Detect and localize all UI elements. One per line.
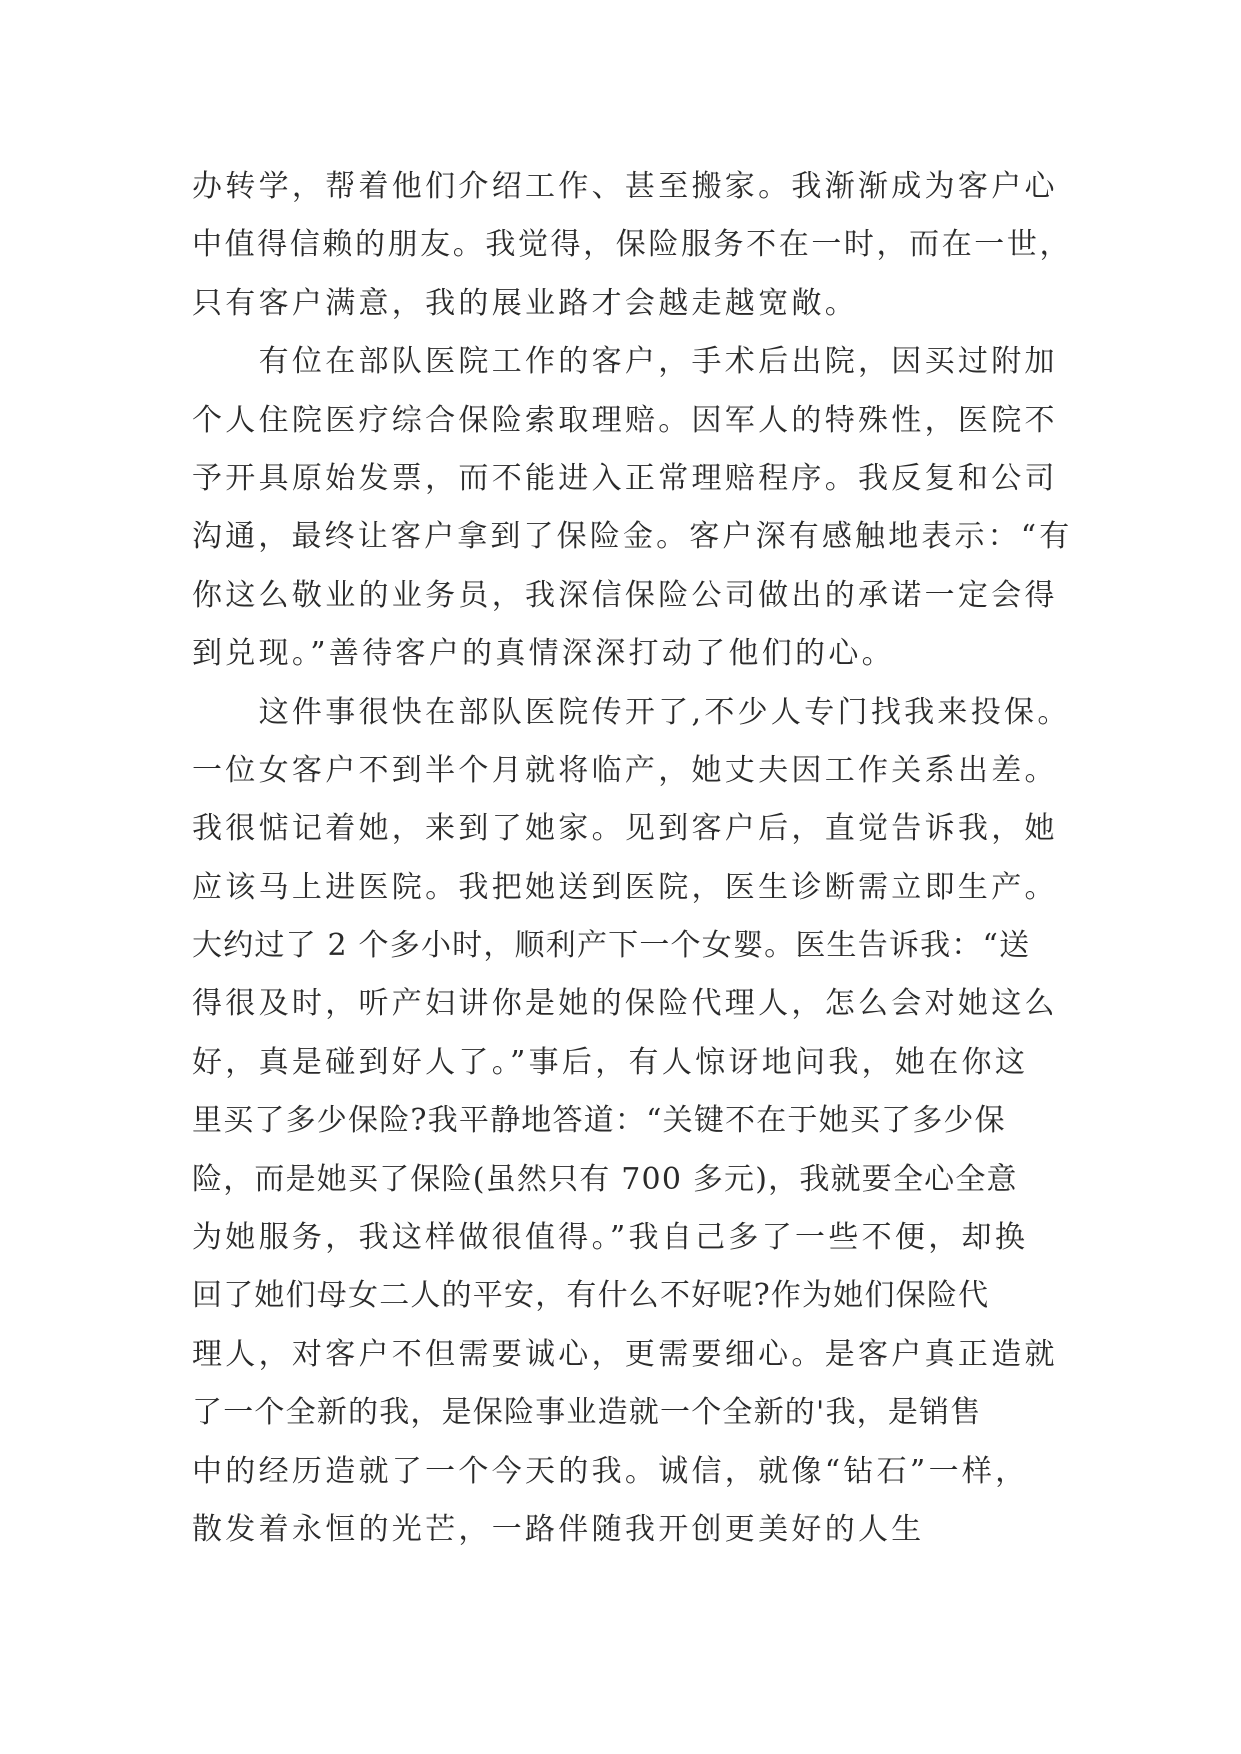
text-line: 好，真是碰到好人了。”事后，有人惊讶地问我，她在你这 xyxy=(192,1044,1029,1080)
text-line: 为她服务，我这样做很值得。”我自己多了一些不便，却换 xyxy=(192,1220,1029,1256)
text-line: 你这么敬业的业务员，我深信保险公司做出的承诺一定会得 xyxy=(192,577,1058,613)
text-line: 得很及时，听产妇讲你是她的保险代理人，怎么会对她这么 xyxy=(192,986,1058,1022)
text-line: 这件事很快在部队医院传开了,不少人专门找我来投保。 xyxy=(192,694,1071,730)
text-line: 沟通，最终让客户拿到了保险金。客户深有感触地表示：“有 xyxy=(192,519,1073,555)
text-line: 理人，对客户不但需要诚心，更需要细心。是客户真正造就 xyxy=(192,1336,1058,1372)
text-line: 予开具原始发票，而不能进入正常理赔程序。我反复和公司 xyxy=(192,460,1058,496)
text-line: 险，而是她买了保险(虽然只有 700 多元)，我就要全心全意 xyxy=(192,1161,1018,1197)
text-line: 办转学，帮着他们介绍工作、甚至搬家。我渐渐成为客户心 xyxy=(192,169,1058,204)
text-line: 到兑现。”善待客户的真情深深打动了他们的心。 xyxy=(192,636,895,672)
text-line: 有位在部队医院工作的客户，手术后出院，因买过附加 xyxy=(192,344,1058,380)
text-line: 应该马上进医院。我把她送到医院，医生诊断需立即生产。 xyxy=(192,869,1058,905)
text-line: 里买了多少保险?我平静地答道：“关键不在于她买了多少保 xyxy=(192,1103,1006,1139)
text-line: 大约过了 2 个多小时，顺利产下一个女婴。医生告诉我：“送 xyxy=(192,928,1031,964)
text-line: 散发着永恒的光芒，一路伴随我开创更美好的人生 xyxy=(192,1511,925,1547)
text-line: 个人住院医疗综合保险索取理赔。因军人的特殊性，医院不 xyxy=(192,402,1058,438)
text-line: 我很惦记着她，来到了她家。见到客户后，直觉告诉我，她 xyxy=(192,811,1058,847)
text-line: 中的经历造就了一个今天的我。诚信，就像“钻石”一样， xyxy=(192,1453,1029,1489)
text-line: 回了她们母女二人的平安，有什么不好呢?作为她们保险代 xyxy=(192,1278,990,1314)
text-line: 一位女客户不到半个月就将临产，她丈夫因工作关系出差。 xyxy=(192,752,1058,788)
body-text xyxy=(192,158,1072,1559)
text-line: 中值得信赖的朋友。我觉得，保险服务不在一时，而在一世， xyxy=(192,227,1073,263)
text-line: 了一个全新的我，是保险事业造就一个全新的'我，是销售 xyxy=(192,1395,982,1431)
text-line: 只有客户满意，我的展业路才会越走越宽敞。 xyxy=(192,285,858,321)
